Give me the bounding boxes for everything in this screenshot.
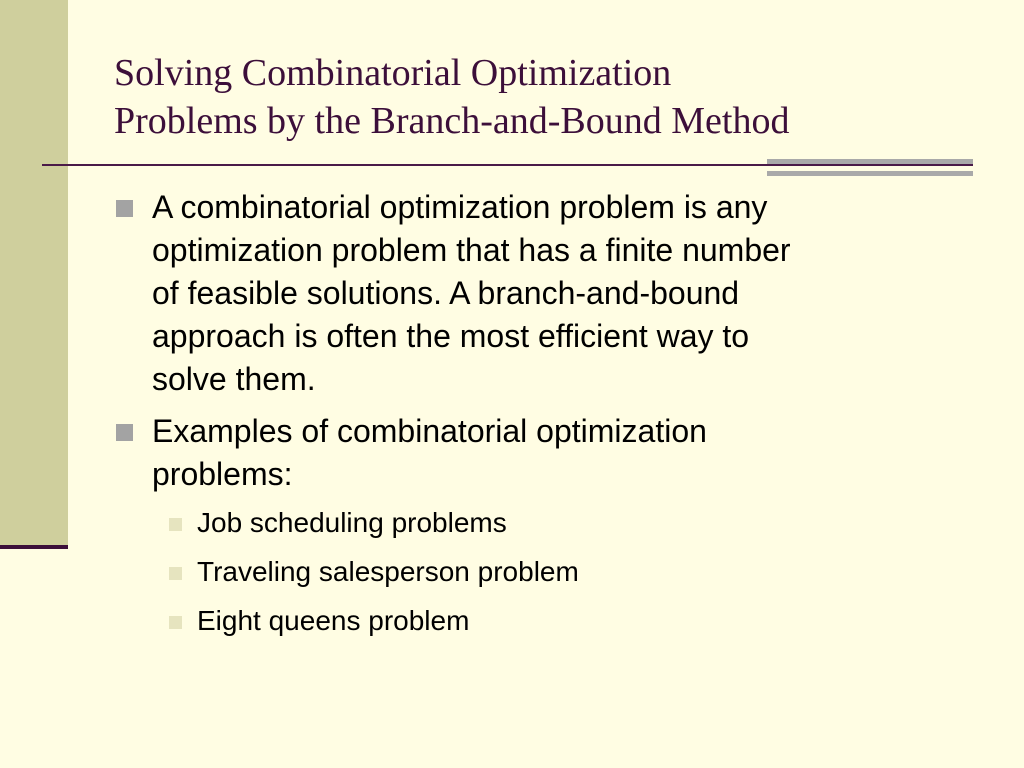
bullet-text-line: problems: xyxy=(152,456,293,492)
side-decoration-bar xyxy=(0,0,68,545)
sub-bullet-text: Job scheduling problems xyxy=(197,507,507,538)
accent-stripe-middle xyxy=(767,164,973,166)
bullet-text-line: solve them. xyxy=(152,361,316,397)
bullet-examples xyxy=(114,410,994,496)
title-underline xyxy=(42,164,767,166)
square-sub-bullet-icon xyxy=(169,616,182,629)
square-sub-bullet-icon xyxy=(169,567,182,580)
bullet-definition xyxy=(114,186,994,401)
sub-bullet-text: Eight queens problem xyxy=(197,605,470,636)
slide-title-line-1: Solving Combinatorial Optimization xyxy=(114,52,672,94)
sub-bullet-text: Traveling salesperson problem xyxy=(197,556,579,587)
title-underline-accent xyxy=(767,159,973,178)
sub-bullet-eight-queens xyxy=(114,603,994,639)
examples-sub-list xyxy=(114,505,994,639)
slide-body xyxy=(114,186,994,652)
square-sub-bullet-icon xyxy=(169,518,182,531)
side-decoration-bar-foot xyxy=(0,545,68,549)
slide-title xyxy=(114,49,974,145)
bullet-text-line: of feasible solutions. A branch-and-bound xyxy=(152,275,740,311)
square-bullet-icon xyxy=(116,424,133,441)
bullet-text-line: Examples of combinatorial optimization xyxy=(152,413,707,449)
sub-bullet-traveling-salesperson xyxy=(114,554,994,590)
square-bullet-icon xyxy=(116,200,133,217)
accent-stripe-bottom xyxy=(767,171,973,176)
bullet-text-line: A combinatorial optimization problem is any xyxy=(152,189,768,225)
bullet-text-line: optimization problem that has a finite number xyxy=(152,232,791,268)
bullet-text-line: approach is often the most efficient way to xyxy=(152,318,750,354)
sub-bullet-job-scheduling xyxy=(114,505,994,541)
slide-title-line-2: Problems by the Branch-and-Bound Method xyxy=(114,100,790,142)
